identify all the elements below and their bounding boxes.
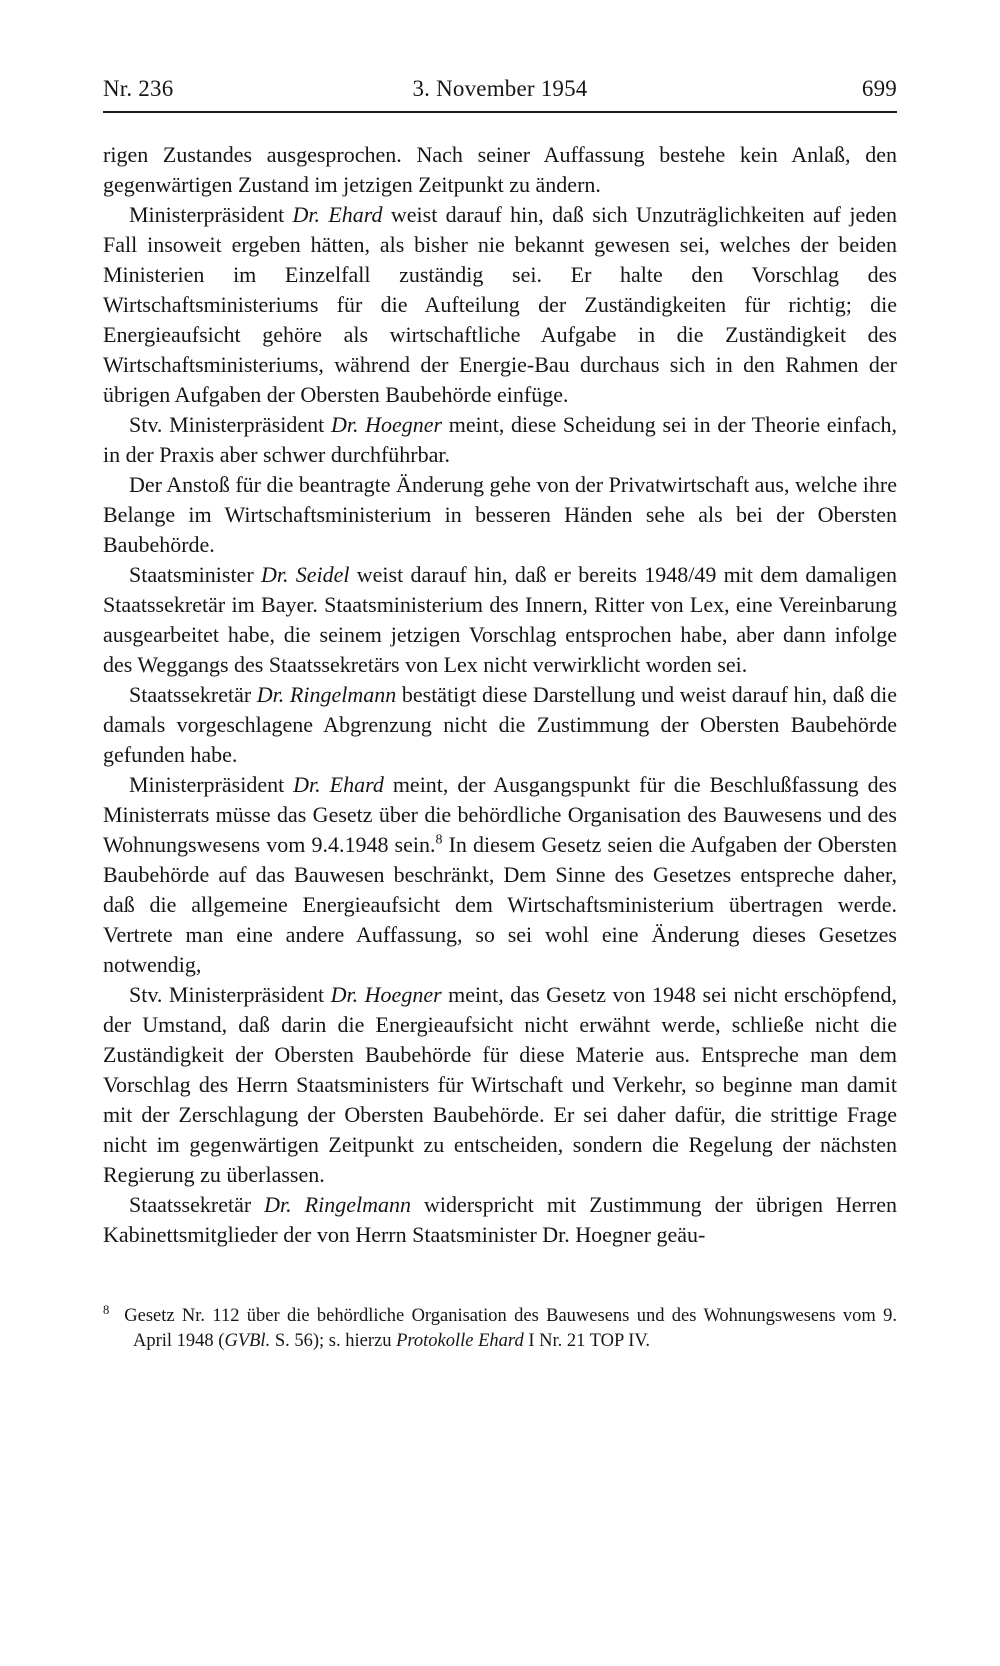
- text-run: Staatssekretär: [129, 1192, 265, 1217]
- text-run: widerspricht mit Zustimmung der übrigen Herren Kabinettsmitglieder der von Herrn Staatsminister Dr. Hoegner geäu-: [103, 1192, 897, 1247]
- paragraph: [103, 770, 897, 980]
- emphasized-text: Dr. Ehard: [292, 202, 383, 227]
- paragraph: [103, 680, 897, 770]
- footnotes: [103, 1304, 897, 1354]
- paragraph: [103, 140, 897, 200]
- text-run: meint, diese Scheidung sei in der Theorie einfach, in der Praxis aber schwer durchführbar.: [103, 412, 897, 467]
- footnote-ref: 8: [435, 832, 443, 848]
- text-run: Stv. Ministerpräsident: [129, 982, 331, 1007]
- text-run: S. 56); s. hierzu: [270, 1331, 397, 1351]
- emphasized-text: Dr. Ehard: [293, 772, 384, 797]
- paragraph: [103, 470, 897, 560]
- text-run: Ministerpräsident: [129, 202, 293, 227]
- footnote-marker: 8: [103, 1302, 110, 1317]
- paragraph: [103, 980, 897, 1190]
- text-run: meint, der Ausgangspunkt für die Beschlußfassung des Ministerrats müsse das Gesetz über die behördliche Organisation des Bauwesens und des Wohnungswesens vom 9.4.1948 sein.: [103, 772, 897, 857]
- text-run: meint, das Gesetz von 1948 sei nicht erschöpfend, der Umstand, daß darin die Energieaufsicht nicht erwähnt werde, schließe nicht die Zuständigkeit der Obersten Baubehörde für diese Materie aus. Entspreche man dem Vorschlag des Herrn Staatsministers für Wirtschaft und Verkehr, so beginne man damit mit der Zerschlagung der Obersten Baubehörde. Er sei daher dafür, die strittige Frage nicht im gegenwärtigen Zeitpunkt zu entscheiden, sondern die Regelung der nächsten Regierung zu überlassen.: [103, 982, 897, 1187]
- text-run: Gesetz Nr. 112 über die behördliche Organisation des Bauwesens und des Wohnungswesens vom 9. April 1948 (: [124, 1306, 897, 1351]
- body-paragraphs: [103, 140, 897, 1250]
- text-run: bestätigt diese Darstellung und weist darauf hin, daß die damals vorgeschlagene Abgrenzung nicht die Zustimmung der Obersten Baubehörde gefunden habe.: [103, 682, 898, 767]
- emphasized-text: Dr. Seidel: [260, 562, 350, 587]
- paragraph: [103, 1190, 897, 1250]
- text-run: Staatsminister: [129, 562, 261, 587]
- emphasized-text: Dr. Hoegner: [330, 982, 442, 1007]
- emphasized-text: Dr. Ringelmann: [256, 682, 397, 707]
- footnote: [103, 1304, 897, 1354]
- header-date: 3. November 1954: [412, 76, 588, 101]
- text-run: Der Anstoß für die beantragte Änderung gehe von der Privatwirtschaft aus, welche ihre Belange im Wirtschaftsministerium in besseren Händen sehe als bei der Obersten Baubehörde.: [103, 472, 897, 557]
- emphasized-text: Dr. Hoegner: [330, 412, 443, 437]
- text-run: Ministerpräsident: [129, 772, 294, 797]
- emphasized-text: Protokolle Ehard: [396, 1331, 524, 1351]
- text-run: I Nr. 21 TOP IV.: [523, 1331, 650, 1351]
- text-run: Staatssekretär: [129, 682, 257, 707]
- text-run: weist darauf hin, daß sich Unzuträglichkeiten auf jeden Fall insoweit ergeben hätten, als bisher nie bekannt gewesen sei, welches der beiden Ministerien im Einzelfall zuständig sei. Er halte den Vorschlag des Wirtschaftsministeriums für die Aufteilung der Zuständigkeiten für richtig; die Energieaufsicht gehöre als wirtschaftliche Aufgabe in die Zuständigkeit des Wirtschaftsministeriums, während der Energie-Bau durchaus sich in den Rahmen der übrigen Aufgaben der Obersten Baubehörde einfüge.: [103, 202, 897, 407]
- header-page-number: 699: [861, 76, 897, 101]
- emphasized-text: Dr. Ringelmann: [264, 1192, 411, 1217]
- text-run: Stv. Ministerpräsident: [129, 412, 331, 437]
- header-doc-number: Nr. 236: [103, 76, 174, 101]
- emphasized-text: GVBl.: [224, 1331, 271, 1351]
- paragraph: [103, 200, 897, 410]
- text-run: weist darauf hin, daß er bereits 1948/49 mit dem damaligen Staatssekretär im Bayer. Staatsministerium des Innern, Ritter von Lex, eine Vereinbarung ausgearbeitet habe, die seinem jetzigen Vorschlag entsprochen habe, aber dann infolge des Weggangs des Staatssekretärs von Lex nicht verwirklicht worden sei.: [103, 562, 898, 677]
- paragraph: [103, 410, 897, 470]
- text-run: In diesem Gesetz seien die Aufgaben der Obersten Baubehörde auf das Bauwesen beschränkt, Dem Sinne des Gesetzes entspreche daher, daß die allgemeine Energieaufsicht dem Wirtschaftsministerium übertragen werde. Vertrete man eine andere Auffassung, so sei wohl eine Änderung dieses Gesetzes notwendig,: [103, 832, 898, 977]
- text-run: rigen Zustandes ausgesprochen. Nach seiner Auffassung bestehe kein Anlaß, den gegenwärtigen Zustand im jetzigen Zeitpunkt zu ändern.: [103, 142, 897, 197]
- footnote-text: [124, 1306, 897, 1351]
- page-header: [103, 76, 897, 113]
- paragraph: [103, 560, 897, 680]
